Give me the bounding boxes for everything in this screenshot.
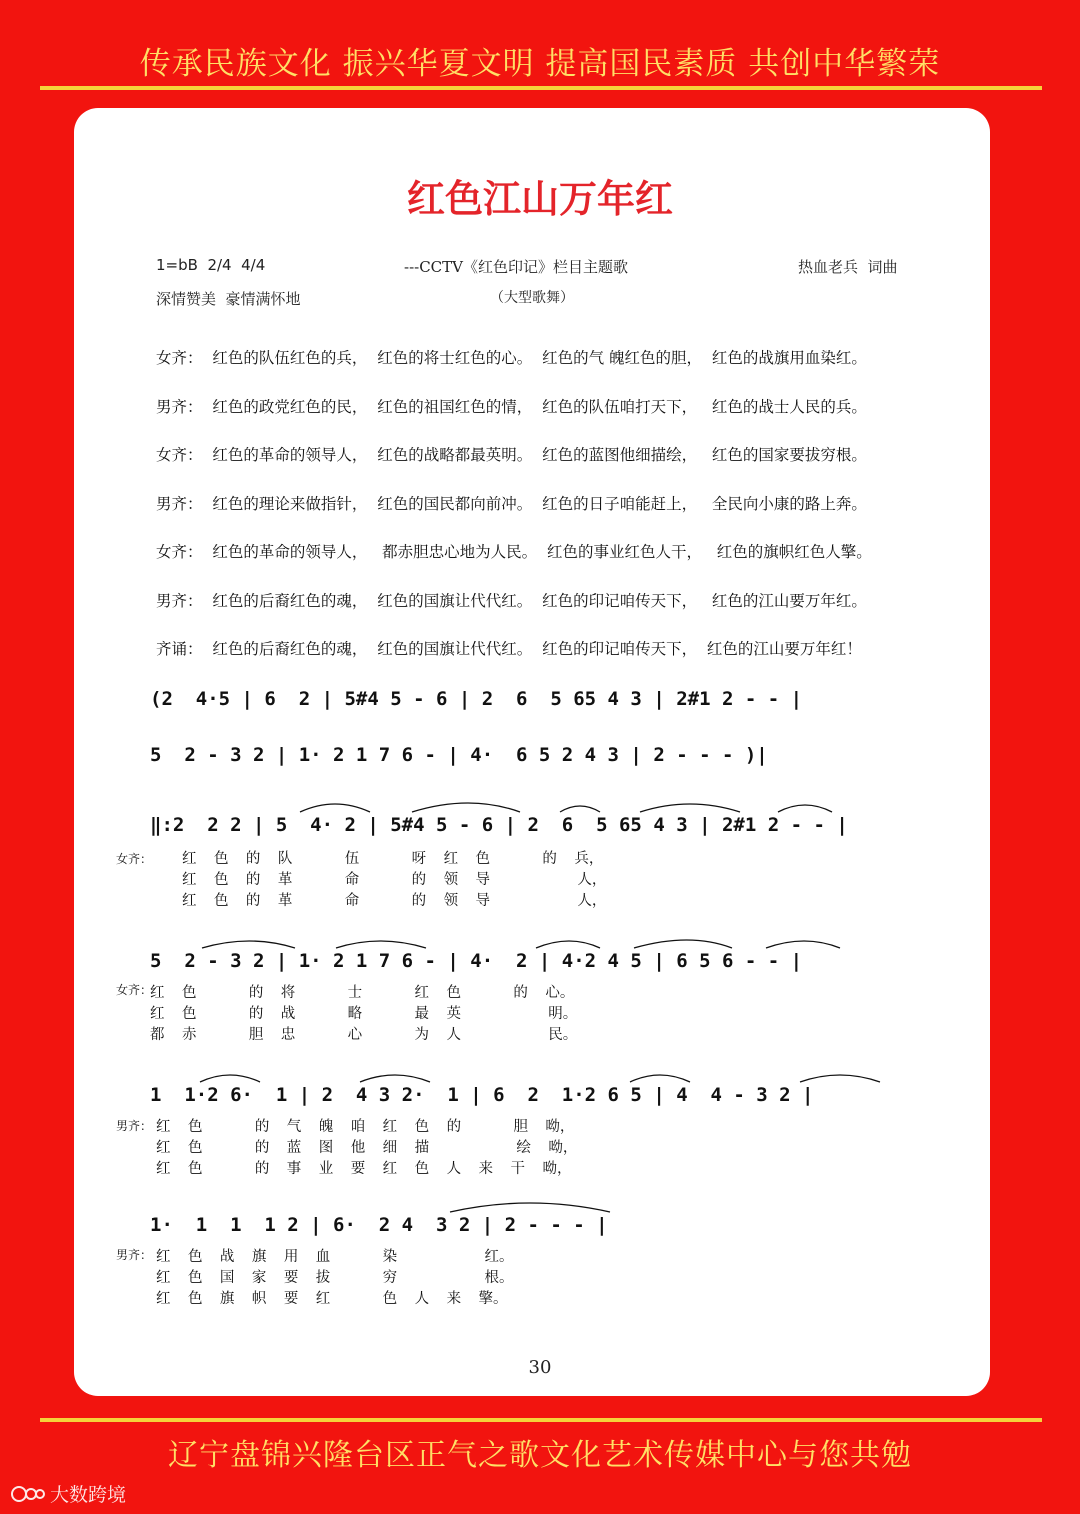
lyric-line: 女齐： 红色的队伍红色的兵， 红色的将士红色的心。 红色的气 魄红色的胆， 红色的战旗用血染红。	[156, 349, 867, 367]
notation-line: ‖:2 2 2 | 5 4· 2 | 5#4 5 - 6 | 2 6 5 65 4 3 | 2#1 2 - - |	[150, 814, 848, 836]
notation-line: 1· 1 1 1 2 | 6· 2 4 3 2 | 2 - - - |	[150, 1214, 608, 1236]
lyric-line: 男齐： 红色的后裔红色的魂， 红色的国旗让代代红。 红色的印记咱传天下， 红色的江山要万年红。	[156, 592, 867, 610]
verse-words: 红 色 的 革 命 的 领 导 人，	[182, 893, 607, 909]
top-slogan: 传承民族文化 振兴华夏文明 提高国民素质 共创中华繁荣	[139, 46, 941, 82]
song-genre: （大型歌舞）	[490, 290, 574, 306]
page-number: 30	[528, 1357, 552, 1378]
role-label: 男齐：	[116, 1248, 153, 1262]
verse-words: 红 色 的 战 略 最 英 明。	[150, 1006, 578, 1022]
verse-words: 红 色 的 革 命 的 领 导 人，	[182, 872, 607, 888]
lyric-line: 齐诵： 红色的后裔红色的魂， 红色的国旗让代代红。 红色的印记咱传天下， 红色的江山要万年红！	[156, 640, 862, 658]
verse-words: 红 色 的 蓝 图 他 细 描 绘 呦，	[156, 1140, 578, 1156]
notation-line: (2 4·5 | 6 2 | 5#4 5 - 6 | 2 6 5 65 4 3 | 2#1 2 - - |	[150, 688, 803, 710]
verse-words: 红 色 国 家 要 拔 穷 根。	[156, 1270, 514, 1286]
song-title: 红色江山万年红	[406, 176, 673, 221]
score-row-verse-1	[150, 814, 920, 914]
lyric-line: 男齐： 红色的政党红色的民， 红色的祖国红色的情， 红色的队伍咱打天下， 红色的战士人民的兵。	[156, 398, 867, 416]
role-label: 女齐：	[116, 852, 153, 866]
notation-line: 5 2 - 3 2 | 1· 2 1 7 6 - | 4· 6 5 2 4 3 | 2 - - - )|	[150, 744, 768, 766]
verse-words: 都 赤 胆 忠 心 为 人 民。	[150, 1027, 578, 1043]
expression-marking: 深情赞美 豪情满怀地	[156, 290, 301, 308]
role-label: 女齐：	[116, 983, 153, 997]
score-row-intro-1	[150, 688, 920, 748]
score-row-verse-2	[150, 950, 920, 1050]
watermark	[10, 1480, 126, 1507]
verse-words: 红 色 的 气 魄 咱 红 色 的 胆 呦，	[156, 1119, 575, 1135]
notation-line: 1 1·2 6· 1 | 2 4 3 2· 1 | 6 2 1·2 6 5 | 4 4 - 3 2 |	[150, 1084, 814, 1106]
bottom-gold-rule	[40, 1418, 1042, 1422]
key-signature: 1=bB 2/4 4/4	[156, 256, 266, 274]
bottom-slogan: 辽宁盘锦兴隆台区正气之歌文化艺术传媒中心与您共勉	[168, 1438, 912, 1473]
verse-words: 红 色 战 旗 用 血 染 红。	[156, 1249, 514, 1265]
verse-words: 红 色 的 事 业 要 红 色 人 来 干 呦，	[156, 1161, 572, 1177]
watermark-text: 大数跨境	[50, 1484, 127, 1506]
notation-line: 5 2 - 3 2 | 1· 2 1 7 6 - | 4· 2 | 4·2 4 5 | 6 5 6 - - |	[150, 950, 803, 972]
lyric-line: 女齐： 红色的革命的领导人， 都赤胆忠心地为人民。 红色的事业红色人干， 红色的旗帜红色人擎。	[156, 543, 872, 561]
song-credits: 热血老兵 词曲	[798, 258, 898, 276]
score-row-verse-3	[150, 1084, 920, 1184]
watermark-logo-icon	[10, 1483, 46, 1505]
verse-words: 红 色 的 将 士 红 色 的 心。	[150, 985, 575, 1001]
score-row-verse-4	[150, 1214, 920, 1314]
lyric-line: 女齐： 红色的革命的领导人， 红色的战略都最英明。 红色的蓝图他细描绘， 红色的国家要拔穷根。	[156, 446, 867, 464]
verse-words: 红 色 的 队 伍 呀 红 色 的 兵，	[182, 851, 604, 867]
verse-words: 红 色 旗 帜 要 红 色 人 来 擎。	[156, 1291, 508, 1307]
lyric-line: 男齐： 红色的理论来做指针， 红色的国民都向前冲。 红色的日子咱能赶上， 全民向小康的路上奔。	[156, 495, 867, 513]
top-gold-rule	[40, 86, 1042, 90]
score-row-intro-2	[150, 744, 920, 804]
role-label: 男齐：	[116, 1119, 153, 1133]
song-source: ---CCTV《红色印记》栏目主题歌	[404, 258, 628, 276]
